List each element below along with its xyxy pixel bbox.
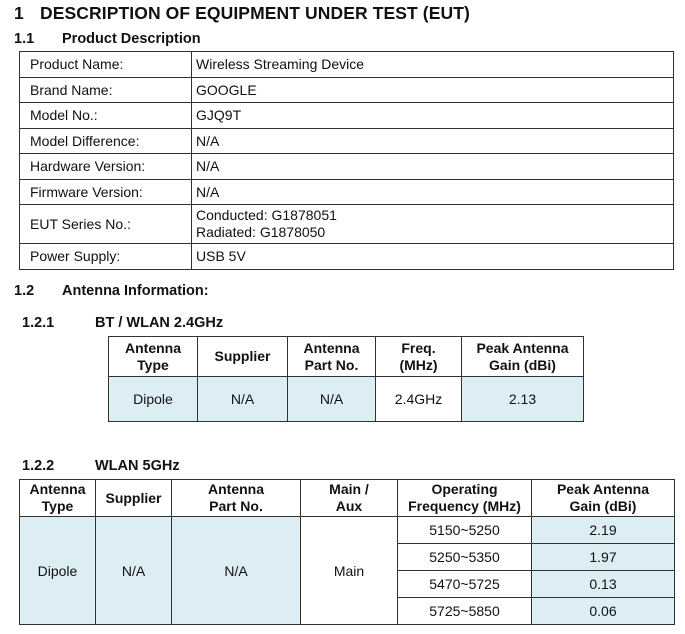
row-value: Wireless Streaming Device xyxy=(192,52,674,78)
row-label: Model Difference: xyxy=(20,128,192,154)
row-value: GOOGLE xyxy=(192,77,674,103)
supplier-cell: N/A xyxy=(198,377,288,422)
table-row xyxy=(20,103,674,129)
column-header: Antenna Part No. xyxy=(288,337,376,377)
gain-cell: 0.13 xyxy=(532,571,675,598)
freq-cell: 5250~5350 xyxy=(398,544,532,571)
row-label: Firmware Version: xyxy=(20,179,192,205)
section-1-2-2-heading xyxy=(22,458,180,474)
table-row xyxy=(20,517,675,544)
section-title: Antenna Information: xyxy=(62,283,209,299)
row-value xyxy=(192,205,674,244)
row-label: Brand Name: xyxy=(20,77,192,103)
gain-cell: 0.06 xyxy=(532,598,675,625)
column-header: Freq. (MHz) xyxy=(376,337,462,377)
section-number: 1 xyxy=(14,3,24,23)
column-header: Supplier xyxy=(96,480,172,517)
section-title: BT / WLAN 2.4GHz xyxy=(95,315,224,331)
column-header: Peak Antenna Gain (dBi) xyxy=(532,480,675,517)
section-1-1-heading xyxy=(14,31,201,47)
column-header: Main / Aux xyxy=(301,480,398,517)
section-title: Product Description xyxy=(62,31,201,47)
supplier-cell: N/A xyxy=(96,517,172,625)
radiated-series: Radiated: G1878050 xyxy=(196,224,326,240)
column-header: Antenna Part No. xyxy=(172,480,301,517)
wlan-5ghz-antenna-table xyxy=(19,479,675,625)
section-1-2-heading xyxy=(14,283,209,299)
section-number: 1.2 xyxy=(14,283,35,299)
part-no-cell: N/A xyxy=(288,377,376,422)
table-row xyxy=(20,154,674,180)
section-1-heading xyxy=(14,3,470,24)
section-1-2-1-heading xyxy=(22,315,223,331)
row-value: N/A xyxy=(192,154,674,180)
freq-cell: 2.4GHz xyxy=(376,377,462,422)
row-value: N/A xyxy=(192,128,674,154)
row-label: Hardware Version: xyxy=(20,154,192,180)
section-title: DESCRIPTION OF EQUIPMENT UNDER TEST (EUT) xyxy=(40,3,470,23)
table-header-row xyxy=(109,337,584,377)
gain-cell: 1.97 xyxy=(532,544,675,571)
table-row xyxy=(109,377,584,422)
section-number: 1.1 xyxy=(14,31,35,47)
main-aux-cell: Main xyxy=(301,517,398,625)
row-label: Model No.: xyxy=(20,103,192,129)
product-description-table xyxy=(19,51,674,270)
table-row xyxy=(20,77,674,103)
column-header: Operating Frequency (MHz) xyxy=(398,480,532,517)
bt-wlan-antenna-table xyxy=(108,336,584,422)
antenna-type-cell: Dipole xyxy=(20,517,96,625)
freq-cell: 5470~5725 xyxy=(398,571,532,598)
column-header: Antenna Type xyxy=(109,337,198,377)
column-header: Peak Antenna Gain (dBi) xyxy=(462,337,584,377)
conducted-series: Conducted: G1878051 xyxy=(196,207,337,223)
column-header: Antenna Type xyxy=(20,480,96,517)
table-row xyxy=(20,128,674,154)
row-value: USB 5V xyxy=(192,244,674,270)
table-row xyxy=(20,244,674,270)
row-label: EUT Series No.: xyxy=(20,205,192,244)
section-number: 1.2.1 xyxy=(22,315,55,331)
antenna-type-cell: Dipole xyxy=(109,377,198,422)
table-row xyxy=(20,205,674,244)
table-row xyxy=(20,179,674,205)
gain-cell: 2.19 xyxy=(532,517,675,544)
freq-cell: 5150~5250 xyxy=(398,517,532,544)
section-number: 1.2.2 xyxy=(22,458,55,474)
freq-cell: 5725~5850 xyxy=(398,598,532,625)
table-header-row xyxy=(20,480,675,517)
column-header: Supplier xyxy=(198,337,288,377)
row-label: Product Name: xyxy=(20,52,192,78)
section-title: WLAN 5GHz xyxy=(95,458,180,474)
row-value: GJQ9T xyxy=(192,103,674,129)
part-no-cell: N/A xyxy=(172,517,301,625)
row-value: N/A xyxy=(192,179,674,205)
row-label: Power Supply: xyxy=(20,244,192,270)
gain-cell: 2.13 xyxy=(462,377,584,422)
table-row xyxy=(20,52,674,78)
